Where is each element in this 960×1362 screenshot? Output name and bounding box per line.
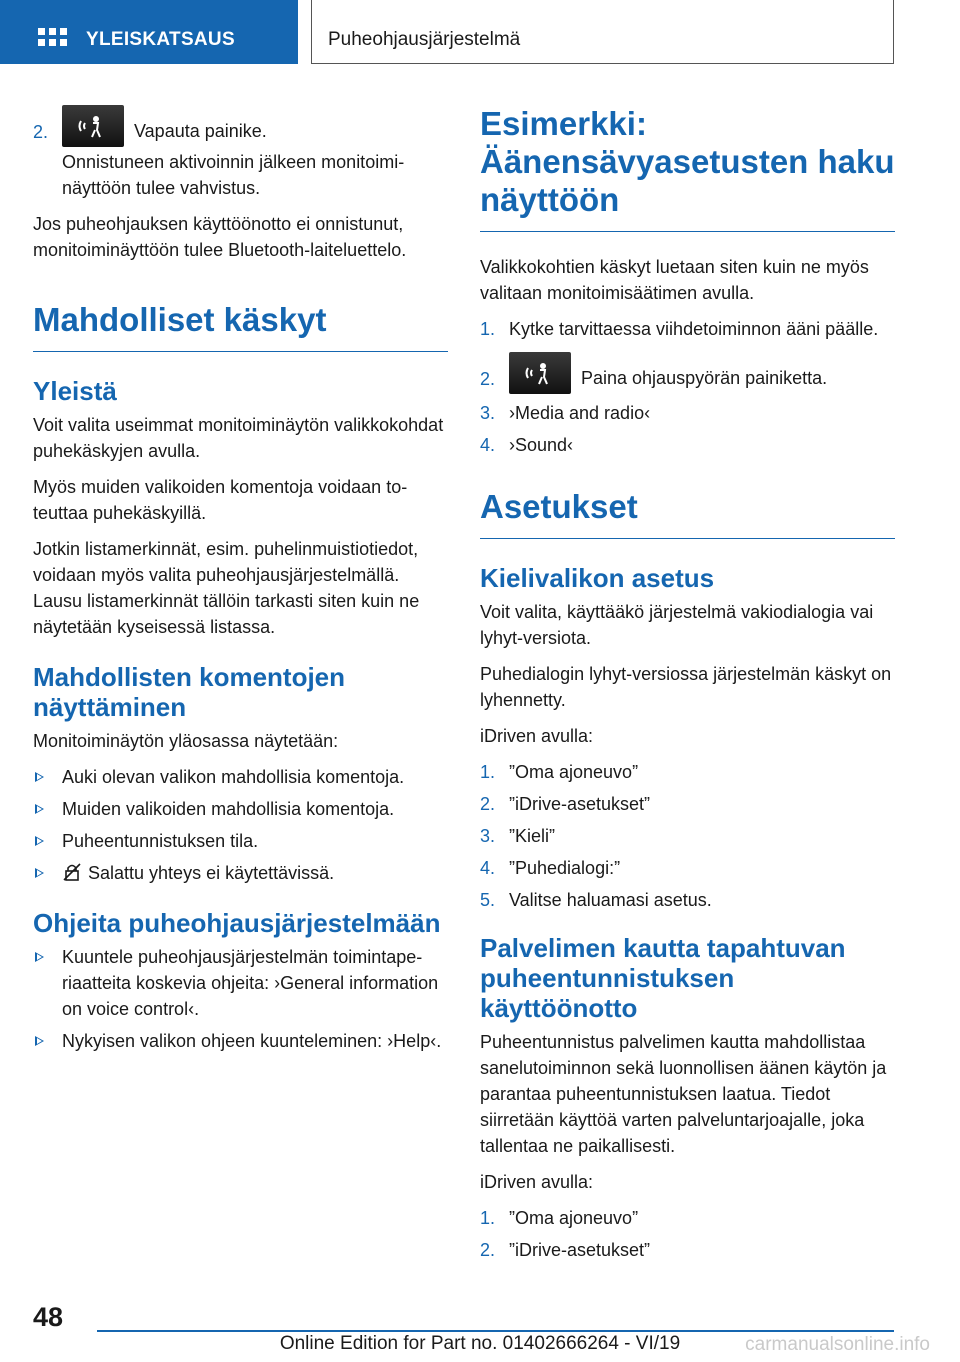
step-number: 4.: [480, 858, 496, 878]
step-number: 1.: [480, 762, 496, 782]
bullet-text: Muiden valikoiden mahdollisia komentoja.: [62, 799, 395, 819]
bullet-triangle-icon: [35, 772, 44, 782]
bullet-text: Salattu yhteys ei käytettävissä.: [88, 863, 335, 883]
grid-icon: [38, 28, 68, 50]
heading-example: Esimerkki: Äänensävyasetusten haku näyttöön: [480, 105, 895, 232]
step-text: ”iDrive-asetukset”: [509, 794, 651, 814]
paragraph: Voit valita useimmat monitoiminäytön valikkokohdat puhekäskyjen avulla.: [33, 415, 444, 461]
bullet-triangle-icon: [35, 1036, 44, 1046]
step-subtext: Onnistuneen aktivoinnin jälkeen monitoiminäyttöön tulee vahvistus.: [62, 152, 405, 198]
bullet-item: [33, 828, 448, 854]
tab-overview-label: YLEISKATSAUS: [86, 29, 235, 50]
tab-section[interactable]: [311, 0, 894, 64]
bullet-text: Puheentunnistuksen tila.: [62, 831, 259, 851]
list-item: [480, 316, 895, 342]
step-text: ”Oma ajoneuvo”: [509, 1208, 639, 1228]
list-item: [480, 352, 895, 394]
list-item: [480, 855, 895, 881]
step-text: ”Puhedialogi:”: [509, 858, 621, 878]
heading-server: Palvelimen kautta tapahtuvan puheentunnistuksen käyttöönotto: [480, 933, 846, 1023]
bullet-text: Auki olevan valikon mahdollisia komentoja.: [62, 767, 405, 787]
paragraph: Myös muiden valikoiden komentoja voidaan toteuttaa puhekäskyillä.: [33, 477, 408, 523]
paragraph: Jos puheohjauksen käyttöönotto ei onnistunut, monitoiminäyttöön tulee Bluetooth-laiteluettelo.: [33, 214, 407, 260]
watermark: carmanualsonline.info: [745, 1334, 930, 1355]
footer-edition: Online Edition for Part no. 01402666264 - VI/19: [279, 1333, 681, 1354]
paragraph: Valikkokohtien käskyt luetaan siten kuin ne myös valitaan monitoimisäätimen avulla.: [480, 257, 869, 303]
step-number: 3.: [480, 403, 496, 423]
bullet-text: Nykyisen valikon ohjeen kuunteleminen: ›Help‹.: [62, 1031, 442, 1051]
step-number: 2.: [480, 1240, 496, 1260]
bullet-item: [33, 944, 448, 1022]
step-text: Kytke tarvittaessa viihdetoiminnon ääni päälle.: [509, 319, 879, 339]
bullet-item: [33, 1028, 448, 1054]
lock-crossed-icon: [62, 862, 82, 882]
paragraph: Puhedialogin lyhyt-versiossa järjestelmän käskyt on lyhennetty.: [480, 664, 892, 710]
top-navigation: [0, 0, 960, 66]
right-column: [480, 105, 895, 1269]
bullet-triangle-icon: [35, 868, 44, 878]
step-text: Paina ohjauspyörän painiketta.: [581, 368, 828, 388]
voice-button-icon: [509, 352, 571, 394]
heading-help: Ohjeita puheohjausjärjestelmään: [33, 908, 441, 938]
bullet-triangle-icon: [35, 836, 44, 846]
list-item: [480, 1205, 895, 1231]
bullet-triangle-icon: [35, 804, 44, 814]
step-text: ”Kieli”: [509, 826, 556, 846]
list-item: [480, 791, 895, 817]
paragraph: Puheentunnistus palvelimen kautta mahdollistaa sanelutoiminnon sekä luonnollisen äänen käytön ja parantaa puheentunnistuksen laatua. Tiedot siirretään käyttöä varten palveluntarjoajalle, joka tallentaa ne paikallisesti.: [480, 1032, 887, 1156]
paragraph: Monitoiminäytön yläosassa näytetään:: [33, 731, 339, 751]
list-item: [33, 105, 448, 147]
step-number: 5.: [480, 890, 496, 910]
heading-commands: Mahdolliset käskyt: [33, 301, 448, 352]
tab-section-label: Puheohjausjärjestelmä: [328, 29, 521, 50]
step-text: ›Media and radio‹: [509, 403, 651, 423]
step-text: ”iDrive-asetukset”: [509, 1240, 651, 1260]
step-number: 2.: [480, 794, 496, 814]
paragraph: iDriven avulla:: [480, 1172, 594, 1192]
left-column: [33, 105, 448, 1060]
list-item: [480, 400, 895, 426]
heading-general: Yleistä: [33, 376, 117, 406]
paragraph: Voit valita, käyttääkö järjestelmä vakiodialogia vai lyhyt-versiota.: [480, 602, 874, 648]
step-text: ›Sound‹: [509, 435, 574, 455]
step-text: Valitse haluamasi asetus.: [509, 890, 712, 910]
heading-settings: Asetukset: [480, 488, 895, 539]
step-number: 2.: [33, 122, 49, 142]
paragraph: Jotkin listamerkinnät, esim. puhelinmuistiotiedot, voidaan myös valita puheohjausjärjestelmällä. Lausu listamerkinnät tällöin tarkasti siten kuin ne näytetään kyseisessä listassa.: [33, 539, 420, 637]
step-number: 1.: [480, 319, 496, 339]
heading-display: Mahdollisten komentojen näyttäminen: [33, 662, 346, 722]
step-text: ”Oma ajoneuvo”: [509, 762, 639, 782]
page-number: 48: [33, 1302, 64, 1332]
step-number: 1.: [480, 1208, 496, 1228]
list-item: [480, 1237, 895, 1263]
bullet-text: Kuuntele puheohjausjärjestelmän toimintaperiaatteita koskevia ohjeita: ›General information on voice control‹.: [62, 947, 439, 1019]
paragraph: iDriven avulla:: [480, 726, 594, 746]
step-number: 4.: [480, 435, 496, 455]
heading-language: Kielivalikon asetus: [480, 563, 715, 593]
step-number: 2.: [480, 369, 496, 389]
bullet-item: [33, 860, 448, 886]
bullet-triangle-icon: [35, 952, 44, 962]
voice-button-icon: [62, 105, 124, 147]
bullet-item: [33, 796, 448, 822]
tab-overview[interactable]: [0, 0, 298, 64]
bullet-item: [33, 764, 448, 790]
list-item: [480, 823, 895, 849]
step-number: 3.: [480, 826, 496, 846]
footer-divider: [97, 1330, 894, 1332]
list-item: [480, 432, 895, 458]
list-item: [480, 759, 895, 785]
list-item: [480, 887, 895, 913]
step-text: Vapauta painike.: [134, 121, 267, 141]
